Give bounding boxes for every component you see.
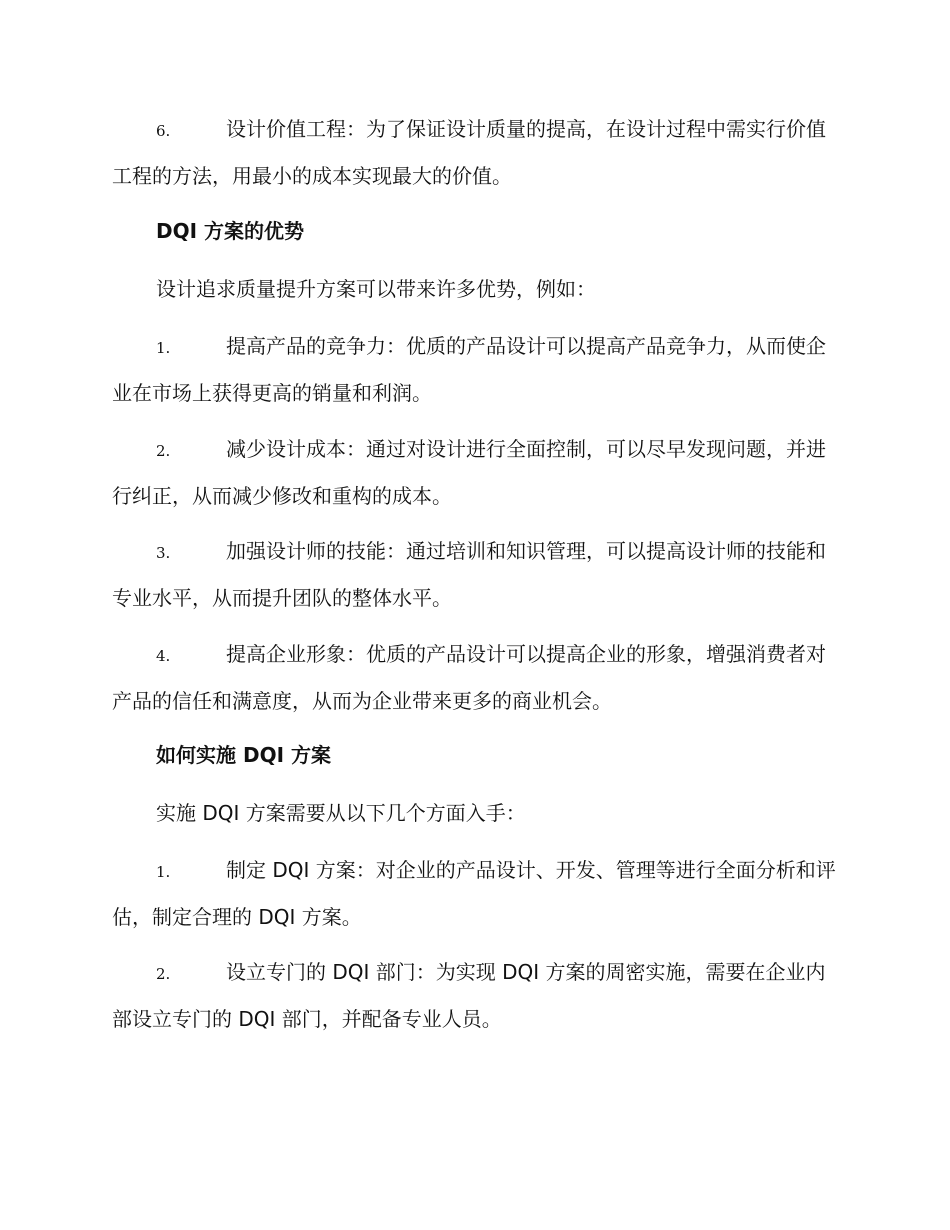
list-number: 1. (156, 863, 171, 881)
list-item (112, 950, 842, 1042)
section-heading: 如何实施 DQI 方案 (156, 743, 331, 767)
list-text: 提高企业形象：优质的产品设计可以提高企业的形象，增强消费者对产品的信任和满意度，从而为企业带来更多的商业机会。 (112, 642, 826, 713)
paragraph: 设计追求质量提升方案可以带来许多优势，例如： (156, 277, 596, 301)
list-item (112, 107, 842, 199)
list-item (112, 529, 842, 621)
list-number: 1. (156, 339, 171, 357)
list-number: 3. (156, 544, 171, 562)
list-text: 减少设计成本：通过对设计进行全面控制，可以尽早发现问题，并进行纠正，从而减少修改和重构的成本。 (112, 437, 826, 508)
list-item (112, 632, 842, 724)
list-number: 4. (156, 647, 171, 665)
list-text: 设立专门的 DQI 部门：为实现 DQI 方案的周密实施，需要在企业内部设立专门的 DQI 部门，并配备专业人员。 (112, 960, 826, 1031)
list-text: 制定 DQI 方案：对企业的产品设计、开发、管理等进行全面分析和评估，制定合理的 DQI 方案。 (112, 858, 836, 929)
list-text: 加强设计师的技能：通过培训和知识管理，可以提高设计师的技能和专业水平，从而提升团队的整体水平。 (112, 539, 826, 610)
paragraph: 实施 DQI 方案需要从以下几个方面入手： (156, 801, 526, 825)
list-item (112, 324, 842, 416)
list-text: 设计价值工程：为了保证设计质量的提高，在设计过程中需实行价值工程的方法，用最小的成本实现最大的价值。 (112, 117, 826, 188)
section-heading: DQI 方案的优势 (156, 219, 305, 243)
list-item (112, 427, 842, 519)
list-number: 2. (156, 442, 171, 460)
list-number: 6. (156, 122, 171, 140)
list-number: 2. (156, 965, 171, 983)
list-item (112, 848, 842, 940)
list-text: 提高产品的竞争力：优质的产品设计可以提高产品竞争力，从而使企业在市场上获得更高的销量和利润。 (112, 334, 826, 405)
